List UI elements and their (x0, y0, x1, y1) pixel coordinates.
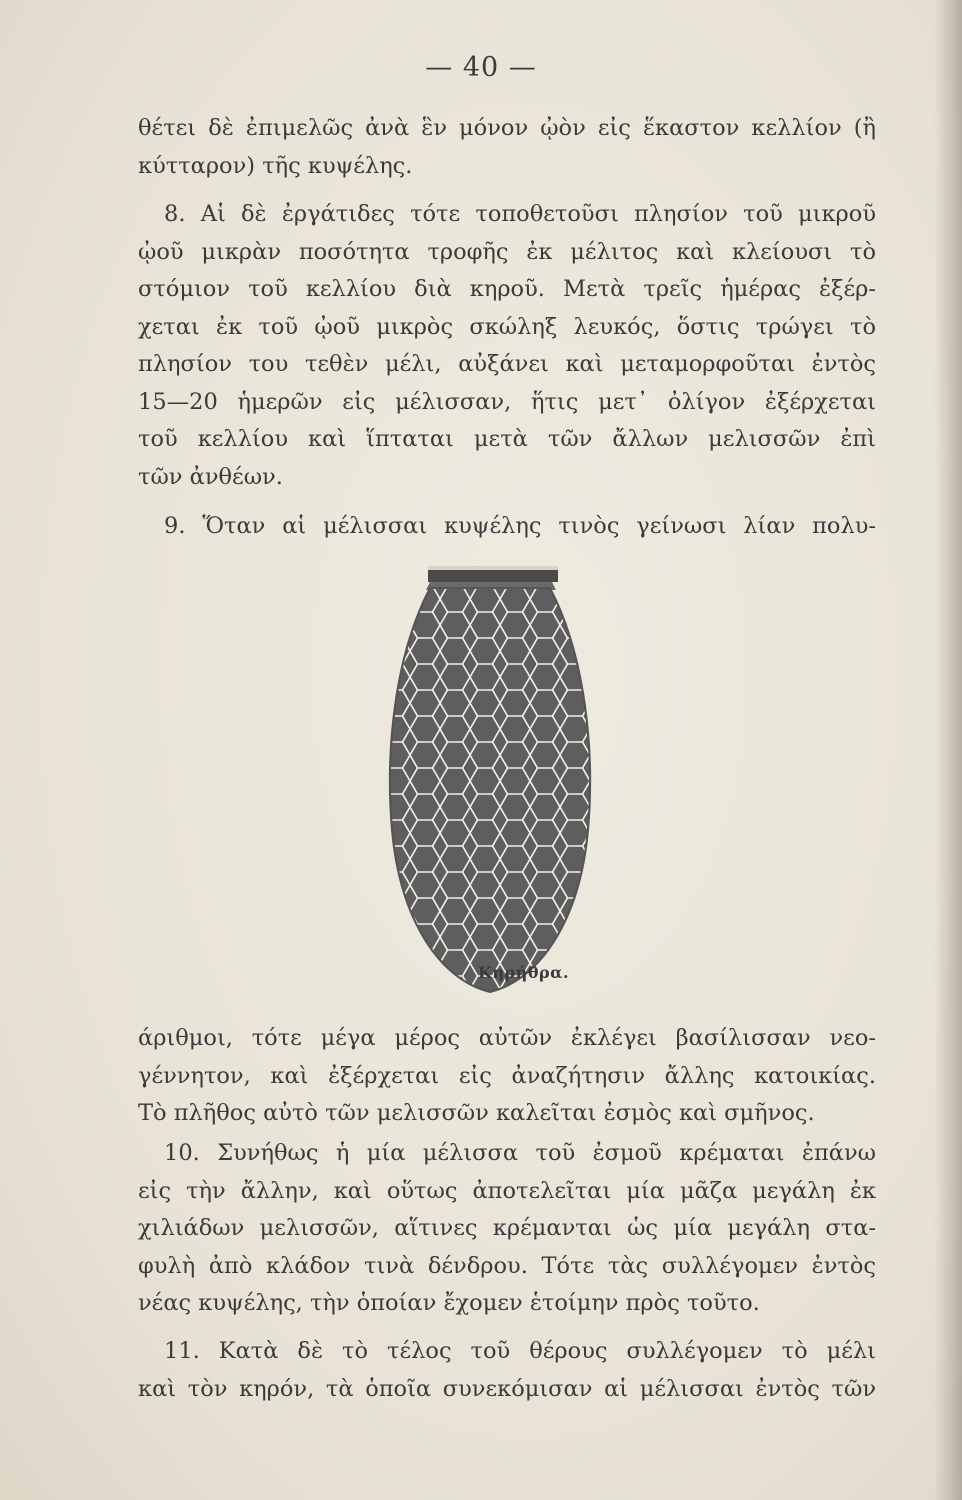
text-line: κύτταρον) τῆς κυψέλης. (138, 152, 413, 179)
text-line: 8. Αἱ δὲ ἐργάτιδες τότε τοποθετοῦσι πλησίον τοῦ μικροῦ (164, 201, 876, 227)
honeycomb-icon (380, 560, 600, 1000)
text-line: τοῦ κελλίου καὶ ἵπταται μετὰ τῶν ἄλλων μελισσῶν ἐπὶ (138, 426, 876, 452)
text-line: καὶ τὸν κηρόν, τὰ ὁποῖα συνεκόμισαν αἱ μέλισσαι ἐντὸς τῶν (138, 1375, 876, 1402)
text-line: Τὸ πλῆθος αὐτὸ τῶν μελισσῶν καλεῖται ἐσμὸς καὶ σμῆνος. (138, 1100, 815, 1126)
page-gutter-shadow (934, 0, 962, 1500)
text-line: χιλιάδων μελισσῶν, αἵτινες κρέμανται ὡς μία μεγάλη στα- (138, 1215, 876, 1241)
text-line: τῶν ἀνθέων. (138, 463, 283, 490)
text-line: ᾠοῦ μικρὰν ποσότητα τροφῆς ἐκ μέλιτος καὶ κλείουσι τὸ (138, 238, 876, 265)
text-line: 11. Κατὰ δὲ τὸ τέλος τοῦ θέρους συλλέγομεν τὸ μέλι (164, 1338, 876, 1364)
text-line: 15—20 ἡμερῶν εἰς μέλισσαν, ἥτις μετ᾽ ὀλίγον ἐξέρχεται (138, 388, 876, 415)
figure-caption: Κηρήθρα. (478, 963, 570, 982)
paragraph-11 (138, 1333, 876, 1408)
text-line: 9. Ὅταν αἱ μέλισσαι κυψέλης τινὸς γείνωσι λίαν πολυ- (164, 513, 876, 539)
page-number: — 40 — (425, 52, 537, 83)
paragraph-10 (138, 1135, 876, 1323)
text-line: άριθμοι, τότε μέγα μέρος αὐτῶν ἐκλέγει βασίλισσαν νεο- (138, 1025, 876, 1051)
text-line: χεται ἐκ τοῦ ᾠοῦ μικρὸς σκώληξ λευκός, ὅστις τρώγει τὸ (138, 313, 876, 340)
text-line: στόμιον τοῦ κελλίου διὰ κηροῦ. Μετὰ τρεῖς ἡμέρας ἐξέρ- (138, 276, 876, 302)
text-line: θέτει δὲ ἐπιμελῶς ἀνὰ ἓν μόνον ᾠὸν εἰς ἕκαστον κελλίον (ἢ (138, 115, 876, 141)
honeycomb-figure (380, 560, 600, 1000)
paragraph-9-cont (138, 1020, 876, 1133)
text-line: εἰς τὴν ἄλλην, καὶ οὕτως ἀποτελεῖται μία μᾶζα μεγάλη ἐκ (138, 1177, 876, 1204)
text-line: γέννητον, καὶ ἐξέρχεται εἰς ἀναζήτησιν ἄλλης κατοικίας. (138, 1062, 876, 1089)
text-line: νέας κυψέλης, τὴν ὁποίαν ἔχομεν ἑτοίμην πρὸς τοῦτο. (138, 1290, 760, 1316)
paragraph-9-start (138, 508, 876, 546)
text-line: 10. Συνήθως ἡ μία μέλισσα τοῦ ἐσμοῦ κρέμαται ἐπάνω (164, 1140, 876, 1166)
text-line: φυλὴ ἀπὸ κλάδον τινὰ δένδρου. Τότε τὰς συλλέγομεν ἐντὸς (138, 1252, 876, 1279)
paragraph-continuation (138, 110, 876, 185)
text-line: πλησίον του τεθὲν μέλι, αὐξάνει καὶ μεταμορφοῦται ἐντὸς (138, 351, 876, 377)
paragraph-8 (138, 196, 876, 496)
